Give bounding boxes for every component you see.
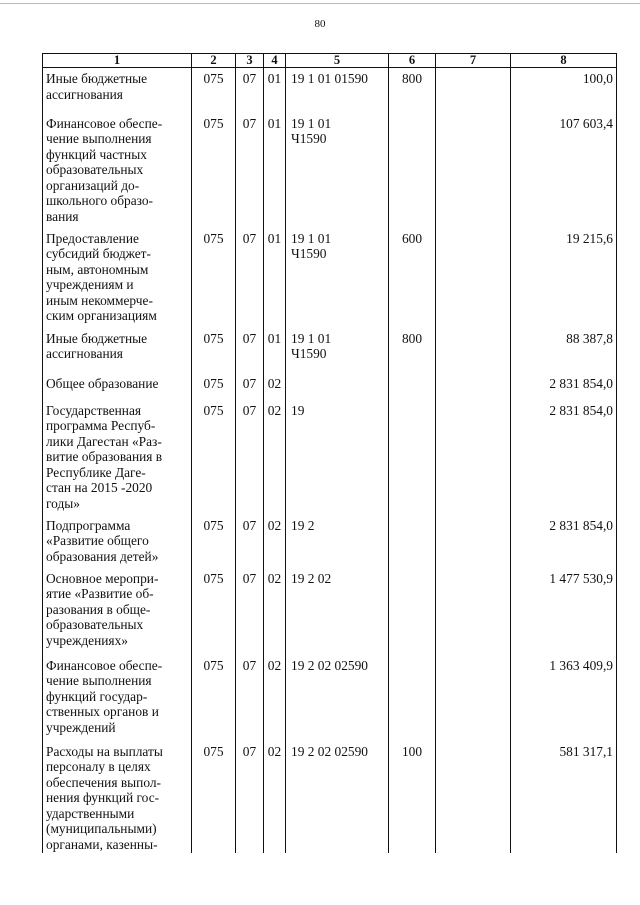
text-line: 19 1 01 [291, 330, 332, 346]
text-line: Ч1590 [291, 246, 327, 262]
table-row [43, 328, 617, 373]
cell-section: 07 [236, 113, 264, 228]
cell-col7 [436, 568, 511, 655]
table-row [43, 68, 617, 113]
cell-col7 [436, 515, 511, 568]
cell-subsection: 02 [264, 655, 286, 741]
column-header-5: 5 [286, 54, 389, 68]
cell-name [43, 655, 192, 741]
column-header-3: 3 [236, 54, 264, 68]
cell-col7 [436, 655, 511, 741]
text-line: образовательных [46, 617, 144, 633]
cell-expense-type [389, 568, 436, 655]
text-line: 19 2 02 [291, 570, 332, 586]
cell-target-code [286, 228, 389, 328]
cell-expense-type: 100 [389, 741, 436, 853]
table-row [43, 741, 617, 853]
text-line: учреждениях» [46, 632, 128, 648]
cell-name [43, 228, 192, 328]
text-line: 19 2 [291, 517, 315, 533]
text-line: учреждений [46, 719, 116, 735]
table-row [43, 228, 617, 328]
cell-amount: 1 363 409,9 [511, 655, 617, 741]
table-row [43, 113, 617, 228]
text-line: Общее образование [46, 375, 159, 391]
cell-expense-type [389, 113, 436, 228]
text-line: организаций до- [46, 177, 140, 193]
text-line: чение выполнения [46, 131, 152, 147]
cell-section: 07 [236, 228, 264, 328]
text-line: нения функций гос- [46, 790, 160, 806]
cell-target-code [286, 515, 389, 568]
cell-subsection: 02 [264, 400, 286, 515]
text-line: годы» [46, 496, 80, 512]
table-body [43, 68, 617, 853]
cell-col7 [436, 741, 511, 853]
text-line: 19 1 01 [291, 230, 332, 246]
cell-amount: 100,0 [511, 68, 617, 113]
cell-ministry: 075 [192, 515, 236, 568]
page-number: 80 [314, 18, 326, 30]
cell-target-code [286, 328, 389, 373]
cell-expense-type: 800 [389, 328, 436, 373]
text-line: стан на 2015 -2020 [46, 480, 153, 496]
text-line: программа Респуб- [46, 418, 156, 434]
text-line: органами, казенны- [46, 837, 158, 853]
column-header-7: 7 [436, 54, 511, 68]
cell-subsection: 02 [264, 515, 286, 568]
text-line: 19 2 02 02590 [291, 743, 368, 759]
cell-expense-type: 600 [389, 228, 436, 328]
cell-expense-type [389, 655, 436, 741]
text-line: 19 [291, 402, 305, 418]
text-line: обеспечения выпол- [46, 774, 161, 790]
cell-section: 07 [236, 328, 264, 373]
text-line: Государственная [46, 402, 142, 418]
text-line: Ч1590 [291, 131, 327, 147]
cell-amount: 19 215,6 [511, 228, 617, 328]
cell-name [43, 741, 192, 853]
cell-amount: 581 317,1 [511, 741, 617, 853]
cell-name [43, 515, 192, 568]
cell-ministry: 075 [192, 741, 236, 853]
text-line: Иные бюджетные [46, 71, 148, 86]
text-line: функций государ- [46, 688, 148, 704]
table-row [43, 655, 617, 741]
table-row [43, 373, 617, 400]
cell-col7 [436, 113, 511, 228]
text-line: образовательных [46, 162, 144, 178]
cell-target-code [286, 400, 389, 515]
text-line: Предоставление [46, 230, 139, 246]
cell-section: 07 [236, 741, 264, 853]
cell-amount: 1 477 530,9 [511, 568, 617, 655]
cell-amount: 88 387,8 [511, 328, 617, 373]
cell-amount: 2 831 854,0 [511, 400, 617, 515]
cell-subsection: 02 [264, 741, 286, 853]
text-line: ным, автономным [46, 261, 149, 277]
cell-section: 07 [236, 655, 264, 741]
cell-col7 [436, 373, 511, 400]
column-header-4: 4 [264, 54, 286, 68]
text-line: лики Дагестан «Раз- [46, 433, 162, 449]
table-header [43, 54, 617, 68]
text-line: образования детей» [46, 548, 159, 564]
text-line: ассигнования [46, 86, 123, 102]
cell-ministry: 075 [192, 68, 236, 113]
cell-col7 [436, 68, 511, 113]
cell-subsection: 01 [264, 228, 286, 328]
cell-amount: 2 831 854,0 [511, 515, 617, 568]
cell-name [43, 400, 192, 515]
column-header-8: 8 [511, 54, 617, 68]
cell-col7 [436, 328, 511, 373]
cell-subsection: 01 [264, 328, 286, 373]
cell-section: 07 [236, 400, 264, 515]
text-line: ударственными [46, 805, 135, 821]
text-line: 19 2 02 02590 [291, 657, 368, 673]
cell-target-code [286, 568, 389, 655]
header-row [43, 54, 617, 68]
cell-section: 07 [236, 68, 264, 113]
table-row [43, 400, 617, 515]
text-line: Финансовое обеспе- [46, 657, 163, 673]
cell-name [43, 373, 192, 400]
text-line: ским организациям [46, 308, 157, 324]
text-line: (муниципальными) [46, 821, 157, 837]
cell-name [43, 328, 192, 373]
column-header-6: 6 [389, 54, 436, 68]
cell-amount: 107 603,4 [511, 113, 617, 228]
text-line: Иные бюджетные [46, 330, 148, 346]
text-line: Расходы на выплаты [46, 743, 163, 759]
text-line: Ч1590 [291, 346, 327, 362]
cell-ministry: 075 [192, 568, 236, 655]
scan-top-edge [0, 3, 640, 4]
text-line: школьного образо- [46, 193, 154, 209]
cell-expense-type [389, 400, 436, 515]
text-line: субсидий бюджет- [46, 246, 151, 262]
cell-ministry: 075 [192, 655, 236, 741]
column-header-2: 2 [192, 54, 236, 68]
text-line: Республике Даге- [46, 464, 146, 480]
cell-target-code [286, 655, 389, 741]
text-line: «Развитие общего [46, 533, 149, 549]
cell-ministry: 075 [192, 373, 236, 400]
budget-table [42, 53, 617, 853]
text-line: чение выполнения [46, 673, 152, 689]
text-line: 19 1 01 [291, 115, 332, 131]
text-line: Финансовое обеспе- [46, 115, 163, 131]
cell-ministry: 075 [192, 113, 236, 228]
cell-expense-type [389, 515, 436, 568]
cell-ministry: 075 [192, 328, 236, 373]
cell-subsection: 02 [264, 373, 286, 400]
text-line: разования в обще- [46, 601, 151, 617]
cell-name [43, 568, 192, 655]
text-line: ятие «Развитие об- [46, 586, 154, 602]
cell-target-code [286, 113, 389, 228]
cell-ministry: 075 [192, 400, 236, 515]
text-line: вания [46, 209, 79, 225]
text-line: иным некоммерче- [46, 292, 153, 308]
cell-expense-type: 800 [389, 68, 436, 113]
text-line: персоналу в целях [46, 759, 151, 775]
cell-expense-type [389, 373, 436, 400]
text-line: ственных органов и [46, 704, 159, 720]
cell-section: 07 [236, 568, 264, 655]
cell-section: 07 [236, 373, 264, 400]
text-line: 19 1 01 01590 [291, 71, 368, 86]
text-line: Подпрограмма [46, 517, 131, 533]
text-line: ассигнования [46, 346, 123, 362]
cell-section: 07 [236, 515, 264, 568]
text-line: функций частных [46, 146, 147, 162]
cell-ministry: 075 [192, 228, 236, 328]
text-line: Основное меропри- [46, 570, 159, 586]
table-row [43, 515, 617, 568]
cell-subsection: 01 [264, 113, 286, 228]
cell-subsection: 01 [264, 68, 286, 113]
cell-col7 [436, 400, 511, 515]
column-header-1: 1 [43, 54, 192, 68]
cell-amount: 2 831 854,0 [511, 373, 617, 400]
cell-target-code [286, 68, 389, 113]
cell-col7 [436, 228, 511, 328]
table-row [43, 568, 617, 655]
cell-target-code [286, 741, 389, 853]
text-line: учреждениям и [46, 277, 134, 293]
cell-name [43, 68, 192, 113]
text-line: витие образования в [46, 449, 163, 465]
cell-subsection: 02 [264, 568, 286, 655]
cell-target-code [286, 373, 389, 400]
cell-name [43, 113, 192, 228]
